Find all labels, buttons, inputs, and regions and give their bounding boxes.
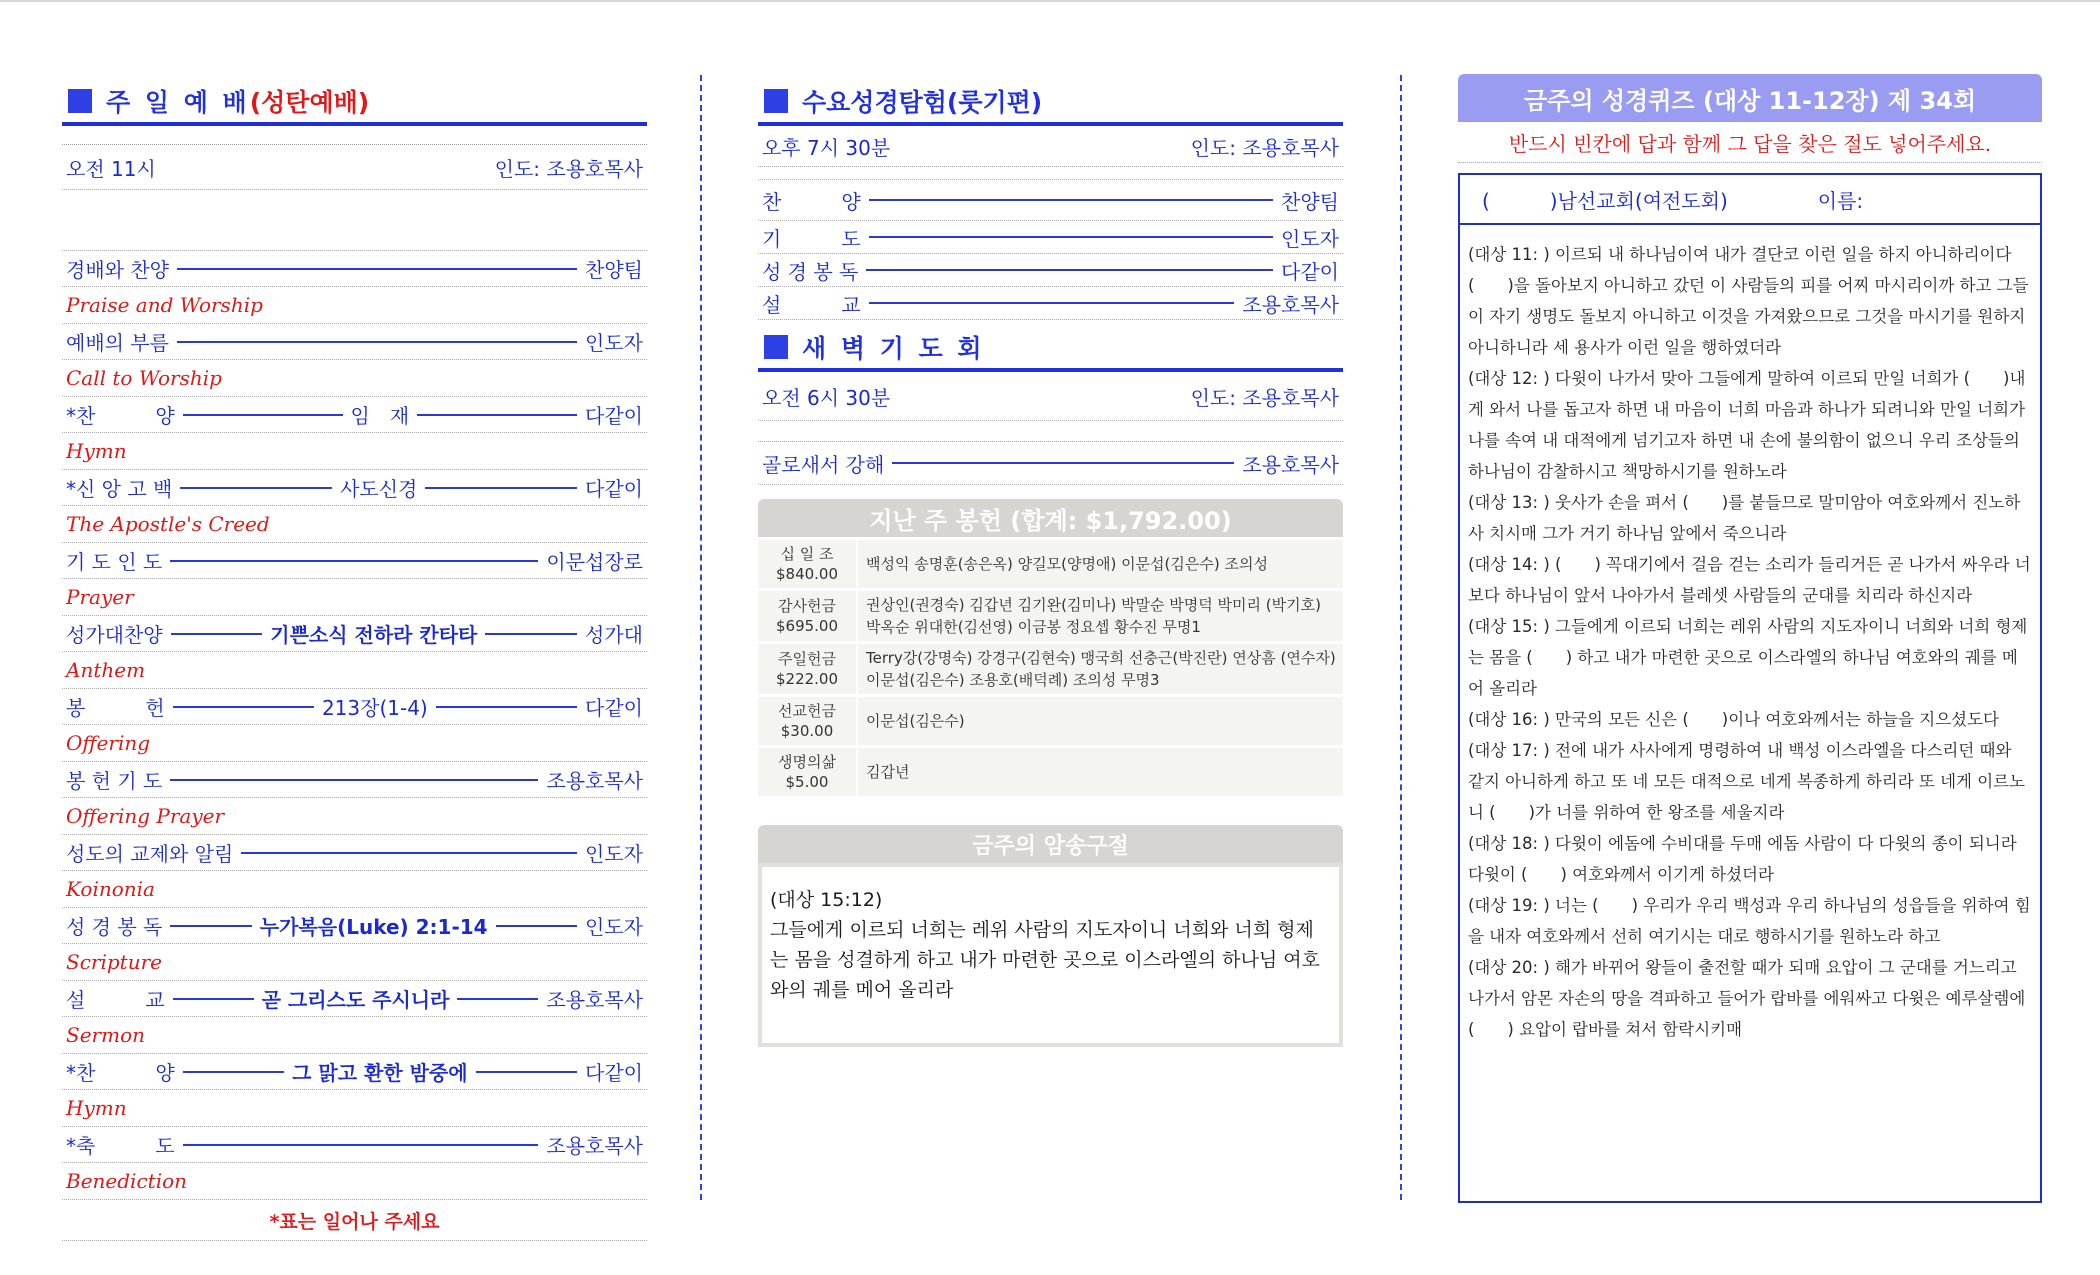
worship-item-row [62, 470, 647, 506]
spacer [758, 167, 1343, 180]
worship-item-person: 찬양팀 [585, 258, 643, 282]
offering-type: 선교헌금 [778, 702, 836, 720]
worship-item-label: 성 경 봉 독 [66, 915, 163, 939]
quiz-question: (대상 16: ) 만국의 모든 신은 ( )이나 여호와께서는 하늘을 지으셨도다 [1468, 710, 1999, 729]
spacer [758, 421, 1343, 442]
quiz-question-list [1460, 225, 2040, 1045]
dawn-title: 새 벽 기 도 회 [802, 334, 985, 363]
worship-item-english: Praise and Worship [62, 287, 647, 324]
worship-item-english: Offering Prayer [62, 798, 647, 835]
worship-item-english: Hymn [62, 1090, 647, 1127]
dotted-leader-line [892, 462, 1234, 464]
worship-item-english: Prayer [62, 579, 647, 616]
offering-type: 주일헌금 [778, 650, 836, 668]
worship-item-person: 다같이 [585, 696, 643, 720]
worship-item-english: Koinonia [62, 871, 647, 908]
wednesday-item-value: 인도자 [1281, 226, 1339, 251]
offering-names: 권상인(권경숙) 김갑년 김기완(김미나) 박말순 박명덕 박미리 (박기호) 박옥순 위대한(김선영) 이금봉 정요셉 황수진 무명1 [858, 591, 1343, 641]
leader-line [183, 1071, 284, 1073]
worship-item-person: 이문섭장로 [546, 550, 643, 574]
leader-line [436, 706, 577, 708]
order-of-worship [62, 144, 647, 1241]
column-divider-right [1400, 75, 1402, 1200]
worship-item-label: 봉 헌 [66, 696, 165, 720]
worship-item-row [62, 251, 647, 287]
memory-verse-reference: (대상 15:12) [770, 889, 883, 911]
quiz-question: (대상 13: ) 웃사가 손을 펴서 ( )를 붙들므로 말미암아 여호와께서 진노하사 치시매 그가 거기 하나님 앞에서 죽으니라 [1468, 493, 2021, 543]
quiz-question: (대상 20: ) 해가 바뀌어 왕들이 출전할 때가 되매 요압이 그 군대를 거느리고 나가서 암몬 자손의 땅을 격파하고 들어가 랍바를 에워싸고 다윗은 예루살렘에 ( ) 요압이 랍바를 쳐서 함락시키매 [1468, 958, 2026, 1039]
worship-item-person: 인도자 [585, 331, 643, 355]
leader-line [866, 269, 1273, 271]
wednesday-items [758, 180, 1343, 320]
worship-item-detail: 누가복음(Luke) 2:1-14 [259, 915, 488, 939]
worship-item-label: *신 앙 고 백 [66, 477, 173, 501]
leader-line [476, 1071, 577, 1073]
worship-item-person: 조용호목사 [546, 769, 643, 793]
offering-amount: $840.00 [775, 565, 839, 583]
worship-item-row [62, 616, 647, 652]
sunday-worship-header [62, 80, 647, 126]
offering-amount: $5.00 [785, 773, 829, 791]
dawn-item-row [758, 442, 1343, 485]
wednesday-item-value: 찬양팀 [1281, 189, 1339, 214]
wednesday-time: 오후 7시 30분 [762, 135, 891, 160]
worship-item-label: 성도의 교제와 알림 [66, 842, 234, 866]
worship-item-label: *찬 양 [66, 1061, 175, 1085]
dawn-header [758, 326, 1343, 372]
worship-item-label: 예배의 부름 [66, 331, 169, 355]
quiz-question: (대상 14: ) ( ) 꼭대기에서 걸음 걷는 소리가 들리거든 곧 나가서 싸우라 너보다 하나님이 앞서 나아가서 블레셋 사람들의 군대를 치리라 하신지라 [1468, 555, 2031, 605]
quiz-question: (대상 15: ) 그들에게 이르되 너희는 레위 사람의 지도자이니 너희와 너희 형제는 몸을 ( ) 하고 내가 마련한 곳으로 이스라엘의 하나님 여호와의 궤를 메어 올리라 [1468, 617, 2028, 698]
worship-items [62, 251, 647, 1200]
worship-item-row [62, 689, 647, 725]
offering-row [758, 591, 1343, 641]
service-leader: 인도: 조용호목사 [494, 156, 643, 181]
leader-line [173, 998, 254, 1000]
leader-line [425, 487, 577, 489]
leader-line [177, 341, 577, 343]
leader-line [180, 487, 332, 489]
wednesday-item-value: 다같이 [1281, 259, 1339, 284]
offering-names: 백성익 송명훈(송은옥) 양길모(양명애) 이문섭(김은수) 조의성 [858, 540, 1343, 588]
worship-item-person: 성가대 [585, 623, 643, 647]
worship-item-person: 조용호목사 [546, 988, 643, 1012]
square-bullet-icon [764, 335, 788, 359]
worship-item-english: Scripture [62, 944, 647, 981]
worship-item-label: 성가대찬양 [66, 623, 163, 647]
offering-amount: $222.00 [775, 670, 839, 688]
wednesday-time-row [758, 126, 1343, 167]
worship-item-detail: 그 맑고 환한 밤중에 [292, 1061, 468, 1085]
blank-row [62, 190, 647, 251]
dawn-leader: 인도: 조용호목사 [1190, 385, 1339, 410]
offering-row [758, 540, 1343, 588]
bible-quiz-section [1458, 74, 2042, 1203]
worship-item-label: 경배와 찬양 [66, 258, 169, 282]
worship-item-english: Hymn [62, 433, 647, 470]
worship-item-label: *찬 양 [66, 404, 175, 428]
offering-row [758, 644, 1343, 694]
wednesday-item-row [758, 287, 1343, 320]
worship-item-row [62, 1127, 647, 1163]
worship-item-row [62, 762, 647, 798]
service-time-row [62, 145, 647, 190]
worship-item-person: 다같이 [585, 477, 644, 501]
quiz-answer-box [1458, 173, 2042, 1203]
offering-type: 생명의삶 [778, 753, 836, 771]
leader-line [173, 706, 314, 708]
top-border [0, 0, 2100, 2]
worship-item-row [62, 981, 647, 1017]
quiz-question: (대상 19: ) 너는 ( ) 우리가 우리 백성과 우리 하나님의 성읍들을 위하여 힘을 내자 여호와께서 선히 여기시는 대로 행하시기를 원하노라 하고 [1468, 896, 2031, 946]
wednesday-item-label: 찬 양 [762, 189, 861, 214]
offering-type-cell [758, 540, 858, 588]
leader-line [417, 414, 577, 416]
leader-line [869, 302, 1235, 304]
leader-line [170, 779, 538, 781]
leader-line [177, 268, 577, 270]
worship-item-english: Anthem [62, 652, 647, 689]
leader-line [241, 852, 577, 854]
worship-item-row [62, 324, 647, 360]
worship-item-detail: 사도신경 [340, 477, 418, 501]
offering-type-cell [758, 748, 858, 796]
sunday-subtitle: (성탄예배) [249, 88, 370, 117]
dawn-time-row [758, 372, 1343, 421]
worship-item-row [62, 835, 647, 871]
worship-item-english: Sermon [62, 1017, 647, 1054]
stand-note: *표는 일어나 주세요 [62, 1200, 647, 1241]
wednesday-item-label: 설 교 [762, 292, 861, 317]
worship-item-detail: 213장(1-4) [321, 696, 428, 720]
square-bullet-icon [764, 89, 788, 113]
service-time: 오전 11시 [66, 156, 156, 181]
sunday-worship-section [62, 80, 647, 1241]
worship-item-label: *축 도 [66, 1134, 175, 1158]
offering-type-cell [758, 644, 858, 694]
leader-line [496, 925, 577, 927]
worship-item-english: Call to Worship [62, 360, 647, 397]
offering-type-cell [758, 591, 858, 641]
offering-row [758, 697, 1343, 745]
leader-line [869, 199, 1273, 201]
leader-line [183, 1144, 539, 1146]
worship-item-row [62, 397, 647, 433]
wednesday-item-row [758, 180, 1343, 221]
offering-amount: $695.00 [775, 617, 839, 635]
leader-line [457, 998, 538, 1000]
wednesday-item-label: 기 도 [762, 226, 861, 251]
worship-item-label: 설 교 [66, 988, 165, 1012]
offering-type: 감사헌금 [778, 597, 836, 615]
worship-item-person: 인도자 [585, 842, 643, 866]
offering-header: 지난 주 봉헌 (합계: $1,792.00) [758, 499, 1343, 537]
worship-item-label: 봉 헌 기 도 [66, 769, 163, 793]
worship-item-person: 인도자 [585, 915, 644, 939]
quiz-question: (대상 17: ) 전에 내가 사사에게 명령하여 내 백성 이스라엘을 다스리던 때와 같지 아니하게 하고 또 네 모든 대적으로 네게 복종하게 하리라 또 네게 이르노니 ( )가 너를 위하여 한 왕조를 세울지라 [1468, 741, 2026, 822]
worship-item-row [62, 543, 647, 579]
offering-table [758, 537, 1343, 799]
worship-item-person: 다같이 [585, 404, 643, 428]
wednesday-item-value: 조용호목사 [1242, 292, 1339, 317]
offering-amount: $30.00 [780, 722, 834, 740]
worship-item-label: 기 도 인 도 [66, 550, 163, 574]
dawn-item-value: 조용호목사 [1242, 452, 1339, 477]
church-group-field[interactable]: ( )남선교회(여전도회) [1482, 188, 1728, 213]
worship-item-row [62, 908, 647, 944]
dawn-time: 오전 6시 30분 [762, 385, 891, 410]
memory-verse-header: 금주의 암송구절 [758, 825, 1343, 863]
wednesday-item-label: 성 경 봉 독 [762, 259, 859, 284]
memory-verse-box [758, 863, 1343, 1047]
offering-names: 이문섭(김은수) [858, 697, 1343, 745]
worship-item-person: 다같이 [585, 1061, 643, 1085]
quiz-question: (대상 18: ) 다윗이 에돔에 수비대를 두매 에돔 사람이 다 다윗의 종이 되니라 다윗이 ( ) 여호와께서 이기게 하셨더라 [1468, 834, 2017, 884]
leader-line [485, 633, 577, 635]
wednesday-item-row [758, 221, 1343, 254]
worship-item-person: 조용호목사 [546, 1134, 643, 1158]
quiz-question: (대상 11: ) 이르되 내 하나님이여 내가 결단코 이런 일을 하지 아니하리이다 ( )을 돌아보지 아니하고 갔던 이 사람들의 피를 어찌 마시리이까 하고 그들이 자기 생명도 돌보지 아니하고 이것을 가져왔으므로 그것을 마시기를 원하지 아니하니라 세 용사가 이런 일을 행하였더라 [1468, 245, 2029, 357]
worship-item-detail: 임 재 [350, 404, 410, 428]
wednesday-leader: 인도: 조용호목사 [1190, 135, 1339, 160]
offering-row [758, 748, 1343, 796]
leader-line [869, 236, 1273, 238]
leader-line [170, 560, 538, 562]
worship-item-detail: 곧 그리스도 주시니라 [261, 988, 450, 1012]
offering-names: Terry강(강명숙) 강경구(김현숙) 맹국희 선충근(박진란) 연상흠 (연수자) 이문섭(김은수) 조용호(배덕례) 조의성 무명3 [858, 644, 1343, 694]
leader-line [171, 633, 263, 635]
memory-verse-text: 그들에게 이르되 너희는 레위 사람의 지도자이니 너희와 너희 형제는 몸을 성결하게 하고 내가 마련한 곳으로 이스라엘의 하나님 여호와의 궤를 메어 올리라 [770, 919, 1320, 1001]
offering-type: 십 일 조 [780, 545, 834, 563]
offering-type-cell [758, 697, 858, 745]
worship-item-english: The Apostle's Creed [62, 506, 647, 543]
worship-item-row [62, 1054, 647, 1090]
square-bullet-icon [68, 89, 92, 113]
column-divider-left [700, 75, 702, 1200]
quiz-title: 금주의 성경퀴즈 (대상 11-12장) 제 34회 [1458, 74, 2042, 122]
dawn-item-label: 골로새서 강해 [762, 452, 885, 477]
leader-line [183, 414, 343, 416]
middle-column [758, 80, 1343, 1047]
wednesday-item-row [758, 254, 1343, 287]
worship-item-detail: 기쁜소식 전하라 칸타타 [270, 623, 478, 647]
quiz-question: (대상 12: ) 다윗이 나가서 맞아 그들에게 말하여 이르되 만일 너희가 ( )내게 와서 나를 돕고자 하면 내 마음이 너희 마음과 하나가 되려니와 만일 너희가 나를 속여 내 대적에게 넘기고자 하면 내 손에 불의함이 없으니 우리 조상들의 하나님이 감찰하시고 책망하시기를 원하노라 [1468, 369, 2026, 481]
worship-item-english: Benediction [62, 1163, 647, 1200]
quiz-instruction: 반드시 빈칸에 답과 함께 그 답을 찾은 절도 넣어주세요. [1458, 122, 2042, 163]
wednesday-title: 수요성경탐험(룻기편) [802, 88, 1043, 117]
sunday-title: 주 일 예 배 [106, 88, 250, 117]
offering-names: 김갑년 [858, 748, 1343, 796]
name-field[interactable]: 이름: [1817, 188, 1864, 213]
quiz-name-row [1460, 175, 2040, 225]
wednesday-header [758, 80, 1343, 126]
worship-item-english: Offering [62, 725, 647, 762]
leader-line [170, 925, 251, 927]
